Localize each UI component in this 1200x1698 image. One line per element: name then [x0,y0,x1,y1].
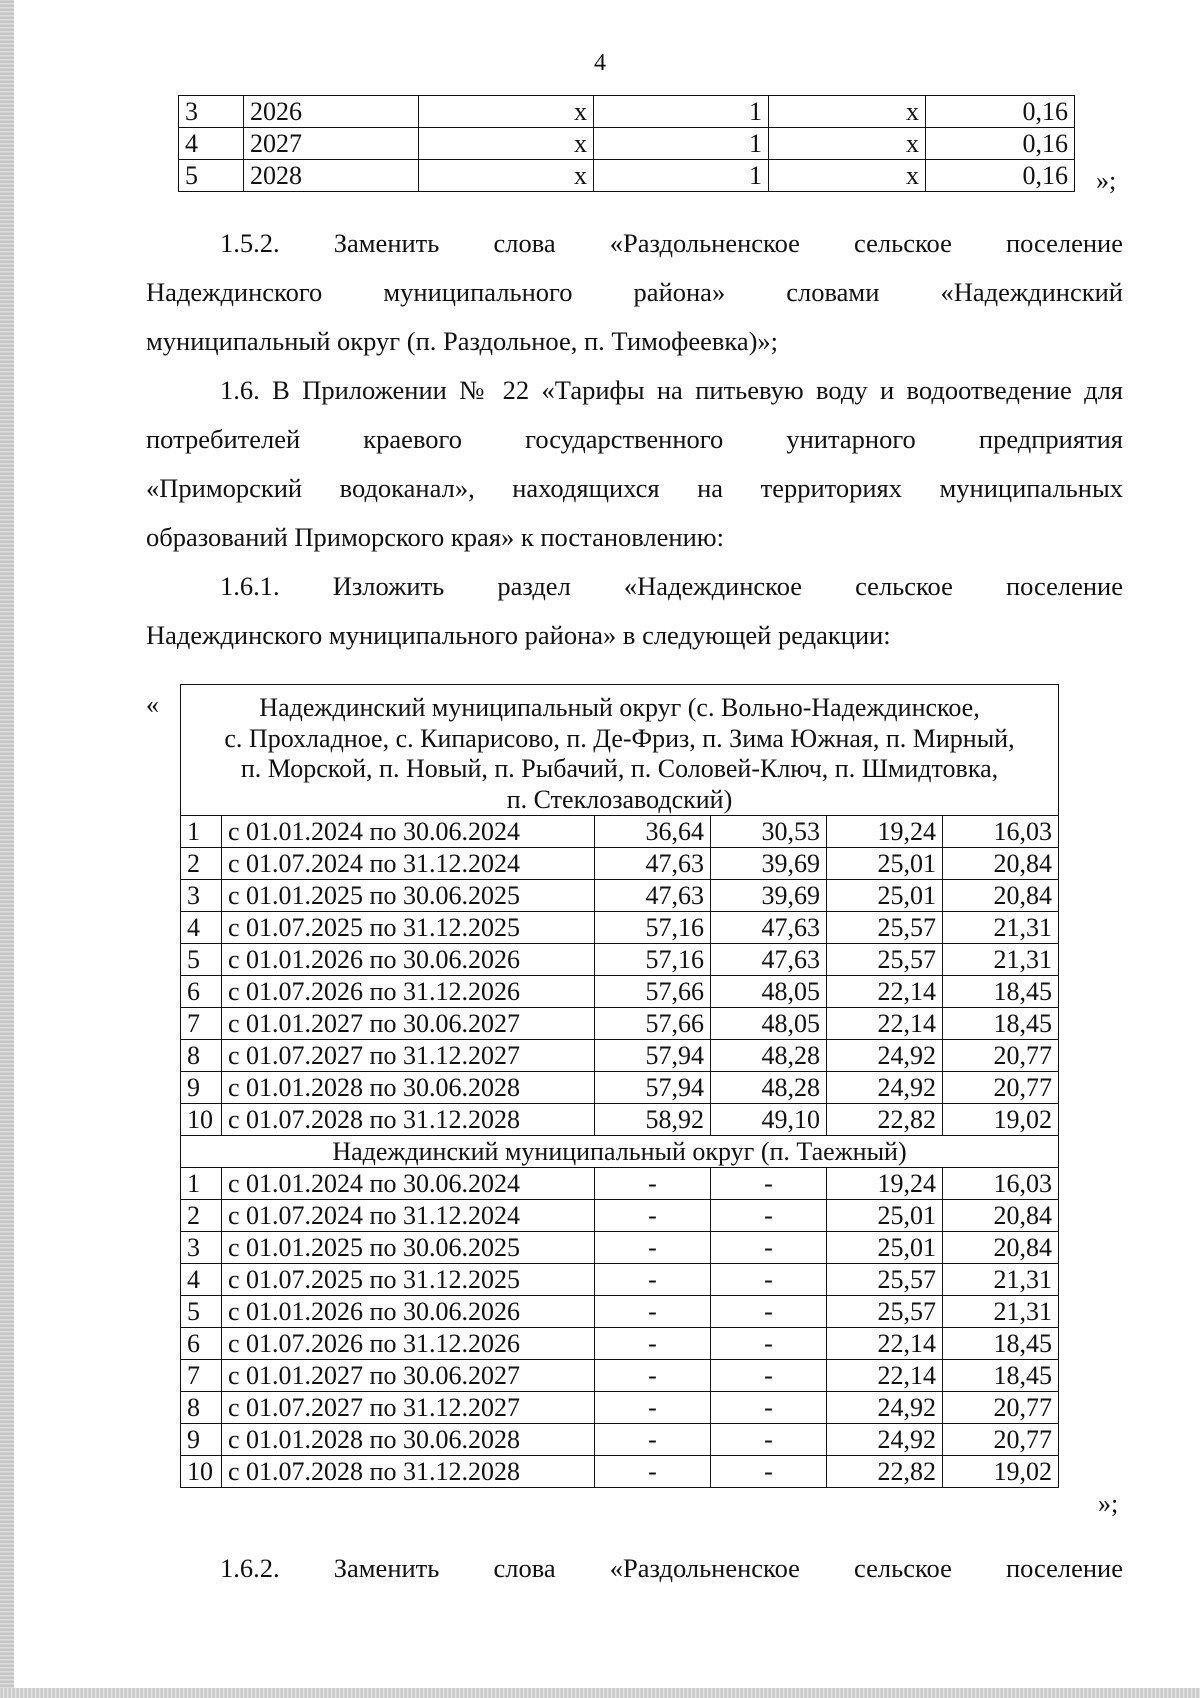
tariff-cell-v4: 18,45 [943,1008,1059,1040]
page-number: 4 [594,50,606,76]
tariff-cell-v3: 24,92 [827,1072,943,1104]
tariff-cell-v4: 20,84 [943,848,1059,880]
top-table-row [179,160,1075,192]
tariff-cell-v3: 19,24 [827,1168,943,1200]
tariff-cell-v3: 24,92 [827,1424,943,1456]
tariff-cell-period: с 01.07.2024 по 31.12.2024 [222,1200,595,1232]
tariff-cell-period: с 01.07.2025 по 31.12.2025 [222,1264,595,1296]
tariff-row [181,1360,1059,1392]
tariff-cell-v2: 39,69 [711,848,827,880]
tariff-cell-n: 7 [181,1008,222,1040]
tariff-cell-v2: 39,69 [711,880,827,912]
tariff-cell-v4: 18,45 [943,976,1059,1008]
top-table-cell-year: 2028 [244,160,419,192]
tariff-cell-v4: 20,77 [943,1392,1059,1424]
tariff-cell-n: 5 [181,944,222,976]
top-table-cell-c4: 1 [594,160,769,192]
tariff-row [181,1456,1059,1488]
tariff-row [181,944,1059,976]
tariff-cell-v2: 47,63 [711,912,827,944]
tariff-cell-v1: - [595,1200,711,1232]
tariff-cell-period: с 01.07.2024 по 31.12.2024 [222,848,595,880]
tariff-cell-v1: 36,64 [595,816,711,848]
tariff-cell-period: с 01.07.2028 по 31.12.2028 [222,1104,595,1136]
table-open-quote: « [146,690,159,719]
tariff-cell-period: с 01.01.2024 по 30.06.2024 [222,1168,595,1200]
tariff-cell-v2: - [711,1264,827,1296]
tariff-cell-v1: - [595,1328,711,1360]
tariff-cell-period: с 01.01.2026 по 30.06.2026 [222,1296,595,1328]
tariff-cell-n: 1 [181,1168,222,1200]
tariff-cell-n: 7 [181,1360,222,1392]
top-table-cell-c4: 1 [594,128,769,160]
tariff-cell-n: 2 [181,848,222,880]
tariff-cell-v1: - [595,1296,711,1328]
tariff-cell-v4: 21,31 [943,1264,1059,1296]
tariff-cell-n: 8 [181,1392,222,1424]
tariff-cell-v4: 20,77 [943,1040,1059,1072]
tariff-cell-v2: 48,28 [711,1072,827,1104]
tariff-cell-v2: 30,53 [711,816,827,848]
tariff-header-1-line4: п. Стеклозаводский) [506,784,733,814]
tariff-cell-v1: 57,16 [595,912,711,944]
tariff-table-end-mark: »; [1098,1489,1119,1518]
tariff-cell-v1: 57,94 [595,1040,711,1072]
tariff-row [181,1040,1059,1072]
para-1-6-line4: образований Приморского края» к постановлению: [146,522,724,552]
tariff-cell-period: с 01.07.2027 по 31.12.2027 [222,1040,595,1072]
tariff-cell-n: 1 [181,816,222,848]
tariff-row [181,1392,1059,1424]
tariff-cell-v1: - [595,1264,711,1296]
tariff-cell-v4: 18,45 [943,1328,1059,1360]
top-table-cell-c5: x [769,160,926,192]
tariff-cell-v2: 47,63 [711,944,827,976]
top-table-row [179,96,1075,128]
para-1-5-2-line3: муниципальный округ (п. Раздольное, п. Тимофеевка)»; [146,326,779,356]
tariff-cell-v2: - [711,1456,827,1488]
tariff-cell-v2: - [711,1360,827,1392]
tariff-header-1-line2: с. Прохладное, с. Кипарисово, п. Де-Фриз, п. Зима Южная, п. Мирный, [224,723,1015,753]
top-table-cell-c5: x [769,128,926,160]
tariff-cell-v2: - [711,1200,827,1232]
tariff-cell-v3: 22,82 [827,1456,943,1488]
tariff-cell-v2: - [711,1392,827,1424]
tariff-cell-v1: 47,63 [595,880,711,912]
para-1-6-line2: потребителей краевого государственного унитарного предприятия [146,424,1123,454]
tariff-cell-v4: 20,84 [943,880,1059,912]
tariff-cell-n: 4 [181,912,222,944]
tariff-cell-v1: 57,94 [595,1072,711,1104]
tariff-row [181,1168,1059,1200]
tariff-header-1-cell [181,685,1059,816]
tariff-cell-v2: - [711,1328,827,1360]
tariff-header-2 [181,1136,1059,1168]
tariff-cell-v2: 48,28 [711,1040,827,1072]
tariff-cell-period: с 01.01.2027 по 30.06.2027 [222,1008,595,1040]
top-table-end-mark: »; [1096,166,1117,195]
tariff-cell-v3: 22,14 [827,1008,943,1040]
tariff-cell-v3: 25,01 [827,1232,943,1264]
tariff-cell-n: 3 [181,880,222,912]
tariff-cell-v3: 25,57 [827,1296,943,1328]
tariff-cell-period: с 01.01.2028 по 30.06.2028 [222,1072,595,1104]
top-table-cell-c3: x [419,96,594,128]
scan-edge-bottom [0,1688,1200,1698]
tariff-cell-v3: 25,01 [827,880,943,912]
tariff-cell-v4: 16,03 [943,816,1059,848]
tariff-cell-v3: 19,24 [827,816,943,848]
tariff-cell-v3: 22,14 [827,976,943,1008]
tariff-row [181,1232,1059,1264]
tariff-cell-n: 9 [181,1424,222,1456]
tariff-cell-v3: 22,14 [827,1360,943,1392]
tariff-row [181,1264,1059,1296]
tariff-row [181,848,1059,880]
tariff-cell-v1: 57,66 [595,1008,711,1040]
top-table-cell-c4: 1 [594,96,769,128]
top-table-cell-c6: 0,16 [926,128,1075,160]
para-1-6-line1: 1.6. В Приложении № 22 «Тарифы на питьевую воду и водоотведение для [220,375,1123,405]
tariff-cell-period: с 01.07.2026 по 31.12.2026 [222,976,595,1008]
top-table-cell-c6: 0,16 [926,160,1075,192]
tariff-cell-n: 6 [181,976,222,1008]
tariff-cell-v1: - [595,1168,711,1200]
tariff-cell-n: 9 [181,1072,222,1104]
tariff-cell-v4: 20,77 [943,1072,1059,1104]
tariff-cell-v3: 22,14 [827,1328,943,1360]
tariff-cell-n: 4 [181,1264,222,1296]
tariff-cell-v4: 20,84 [943,1232,1059,1264]
top-table-cell-n: 3 [179,96,244,128]
tariff-cell-v2: 48,05 [711,1008,827,1040]
tariff-cell-n: 3 [181,1232,222,1264]
tariff-table [180,684,1059,1488]
para-1-6-2-line1: 1.6.2. Заменить слова «Раздольненское сельское поселение [220,1553,1123,1583]
tariff-cell-v2: 48,05 [711,976,827,1008]
tariff-cell-period: с 01.07.2025 по 31.12.2025 [222,912,595,944]
tariff-cell-v3: 25,01 [827,848,943,880]
tariff-row [181,912,1059,944]
tariff-cell-v1: 57,16 [595,944,711,976]
tariff-cell-v4: 21,31 [943,1296,1059,1328]
tariff-row [181,1200,1059,1232]
tariff-row [181,1424,1059,1456]
top-table-cell-c3: x [419,128,594,160]
tariff-cell-v4: 18,45 [943,1360,1059,1392]
tariff-row [181,1104,1059,1136]
tariff-cell-v4: 20,77 [943,1424,1059,1456]
tariff-cell-v1: 47,63 [595,848,711,880]
tariff-cell-v1: - [595,1424,711,1456]
tariff-cell-v3: 24,92 [827,1392,943,1424]
tariff-cell-v3: 25,57 [827,912,943,944]
tariff-cell-v4: 21,31 [943,912,1059,944]
tariff-cell-v4: 16,03 [943,1168,1059,1200]
tariff-row [181,1008,1059,1040]
top-table-cell-year: 2026 [244,96,419,128]
top-table-cell-c5: x [769,96,926,128]
tariff-cell-v2: - [711,1168,827,1200]
tariff-cell-n: 2 [181,1200,222,1232]
tariff-cell-v4: 19,02 [943,1456,1059,1488]
tariff-cell-v1: - [595,1392,711,1424]
tariff-cell-n: 8 [181,1040,222,1072]
tariff-cell-period: с 01.07.2026 по 31.12.2026 [222,1328,595,1360]
top-table-cell-n: 5 [179,160,244,192]
tariff-cell-n: 5 [181,1296,222,1328]
tariff-cell-period: с 01.01.2026 по 30.06.2026 [222,944,595,976]
top-table-cell-n: 4 [179,128,244,160]
tariff-row [181,1296,1059,1328]
tariff-cell-period: с 01.01.2025 по 30.06.2025 [222,880,595,912]
tariff-cell-v3: 25,57 [827,1264,943,1296]
para-1-6-1-line2: Надеждинского муниципального района» в следующей редакции: [146,620,891,650]
tariff-cell-n: 6 [181,1328,222,1360]
tariff-cell-v3: 22,82 [827,1104,943,1136]
tariff-cell-period: с 01.07.2027 по 31.12.2027 [222,1392,595,1424]
top-table-cell-year: 2027 [244,128,419,160]
tariff-cell-v2: 49,10 [711,1104,827,1136]
tariff-cell-v4: 20,84 [943,1200,1059,1232]
tariff-cell-v2: - [711,1296,827,1328]
tariff-row [181,880,1059,912]
tariff-cell-v2: - [711,1424,827,1456]
tariff-header-1 [181,685,1059,816]
tariff-cell-v3: 25,57 [827,944,943,976]
tariff-cell-period: с 01.01.2025 по 30.06.2025 [222,1232,595,1264]
tariff-cell-period: с 01.01.2024 по 30.06.2024 [222,816,595,848]
top-table-cell-c6: 0,16 [926,96,1075,128]
tariff-cell-v1: - [595,1360,711,1392]
tariff-cell-v1: 58,92 [595,1104,711,1136]
tariff-cell-period: с 01.01.2027 по 30.06.2027 [222,1360,595,1392]
tariff-cell-v4: 21,31 [943,944,1059,976]
tariff-header-2-cell: Надеждинский муниципальный округ (п. Таежный) [181,1136,1059,1168]
tariff-cell-v1: 57,66 [595,976,711,1008]
tariff-cell-v3: 24,92 [827,1040,943,1072]
tariff-cell-n: 10 [181,1104,222,1136]
tariff-cell-period: с 01.07.2028 по 31.12.2028 [222,1456,595,1488]
scan-edge-left [0,0,14,1698]
para-1-5-2-line2: Надеждинского муниципального района» словами «Надеждинский [146,277,1123,307]
top-table [178,95,1075,192]
top-table-row [179,128,1075,160]
tariff-cell-period: с 01.01.2028 по 30.06.2028 [222,1424,595,1456]
tariff-header-1-line3: п. Морской, п. Новый, п. Рыбачий, п. Соловей-Ключ, п. Шмидтовка, [240,754,999,783]
para-1-5-2-line1: 1.5.2. Заменить слова «Раздольненское сельское поселение [220,228,1123,258]
tariff-row [181,1072,1059,1104]
tariff-cell-v3: 25,01 [827,1200,943,1232]
para-1-6-1-line1: 1.6.1. Изложить раздел «Надеждинское сельское поселение [220,571,1123,601]
tariff-row [181,976,1059,1008]
top-table-cell-c3: x [419,160,594,192]
tariff-cell-v4: 19,02 [943,1104,1059,1136]
tariff-cell-v1: - [595,1232,711,1264]
para-1-6-line3: «Приморский водоканал», находящихся на территориях муниципальных [146,473,1123,503]
tariff-cell-v2: - [711,1232,827,1264]
tariff-cell-v1: - [595,1456,711,1488]
tariff-header-1-line1: Надеждинский муниципальный округ (с. Вольно-Надеждинское, [259,693,980,722]
tariff-row [181,816,1059,848]
tariff-cell-n: 10 [181,1456,222,1488]
tariff-row [181,1328,1059,1360]
